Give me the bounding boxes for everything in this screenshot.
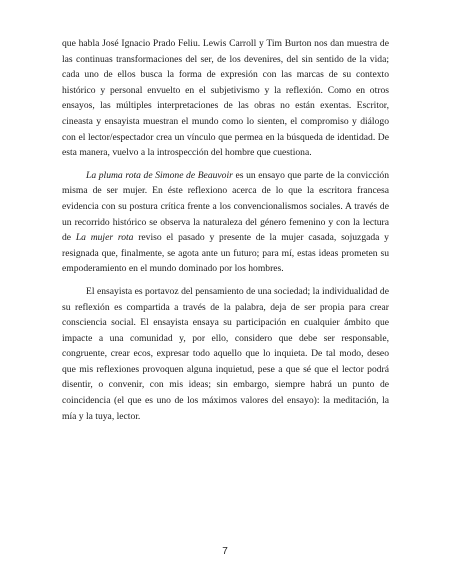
page-number: 7: [222, 546, 228, 557]
paragraph-2-text-b: reviso el pasado y presente de la mujer casada, sojuzgada y resignada que, finalmente, se agota ante un futuro; para mí, estas ideas prometen su empoderamiento en el mundo dominado por los hombres.: [62, 232, 389, 275]
paragraph-2-text-a: es un ensayo que parte de la convicción misma de ser mujer. En éste reflexiono acerca de lo que la escritora francesa evidencia con su postura crítica frente a los convencionalismos sociales. A través de un recorrido histórico se observa la naturaleza del género femenino y con la lectura de: [62, 169, 389, 244]
paragraph-2: [62, 168, 389, 277]
paragraph-3-text: El ensayista es portavoz del pensamiento de una sociedad; la individualidad de su reflexión es compartida a través de la palabra, deja de ser propia para crear consciencia social. El ensayista ensaya su participación en cualquier ámbito que impacte a una comunidad y, por ello, considero que debe ser responsable, congruente, crear ecos, expresar todo aquello que lo inquieta. De tal modo, deseo que mis reflexiones provoquen alguna inquietud, pese a que sé que el lector podrá disentir, o convenir, con mis ideas; sin embargo, siempre habrá un punto de coincidencia (el que es uno de los máximos valores del ensayo): la meditación, la mía y la tuya, lector.: [62, 285, 389, 422]
book-title-la-pluma-rota: La pluma rota de Simone de Beauvoir: [86, 169, 233, 181]
paragraph-1: [62, 36, 389, 161]
paragraph-1-text: que habla José Ignacio Prado Feliu. Lewis Carroll y Tim Burton nos dan muestra de las continuas transformaciones del ser, de los devenires, del sin sentido de la vida; cada uno de ellos busca la forma de expresión con las marcas de su contexto histórico y personal envuelto en el subjetivismo y la reflexión. Como en otros ensayos, las múltiples interpretaciones de las obras no están exentas. Escritor, cineasta y ensayista muestran el mundo como lo sienten, el compromiso y diálogo con el lector/espectador crea un vínculo que permea en la búsqueda de identidad. De esta manera, vuelvo a la introspección del hombre que cuestiona.: [62, 38, 389, 159]
book-title-la-mujer-rota: La mujer rota: [75, 232, 134, 244]
document-body: [62, 36, 389, 431]
paragraph-3: [62, 284, 389, 424]
